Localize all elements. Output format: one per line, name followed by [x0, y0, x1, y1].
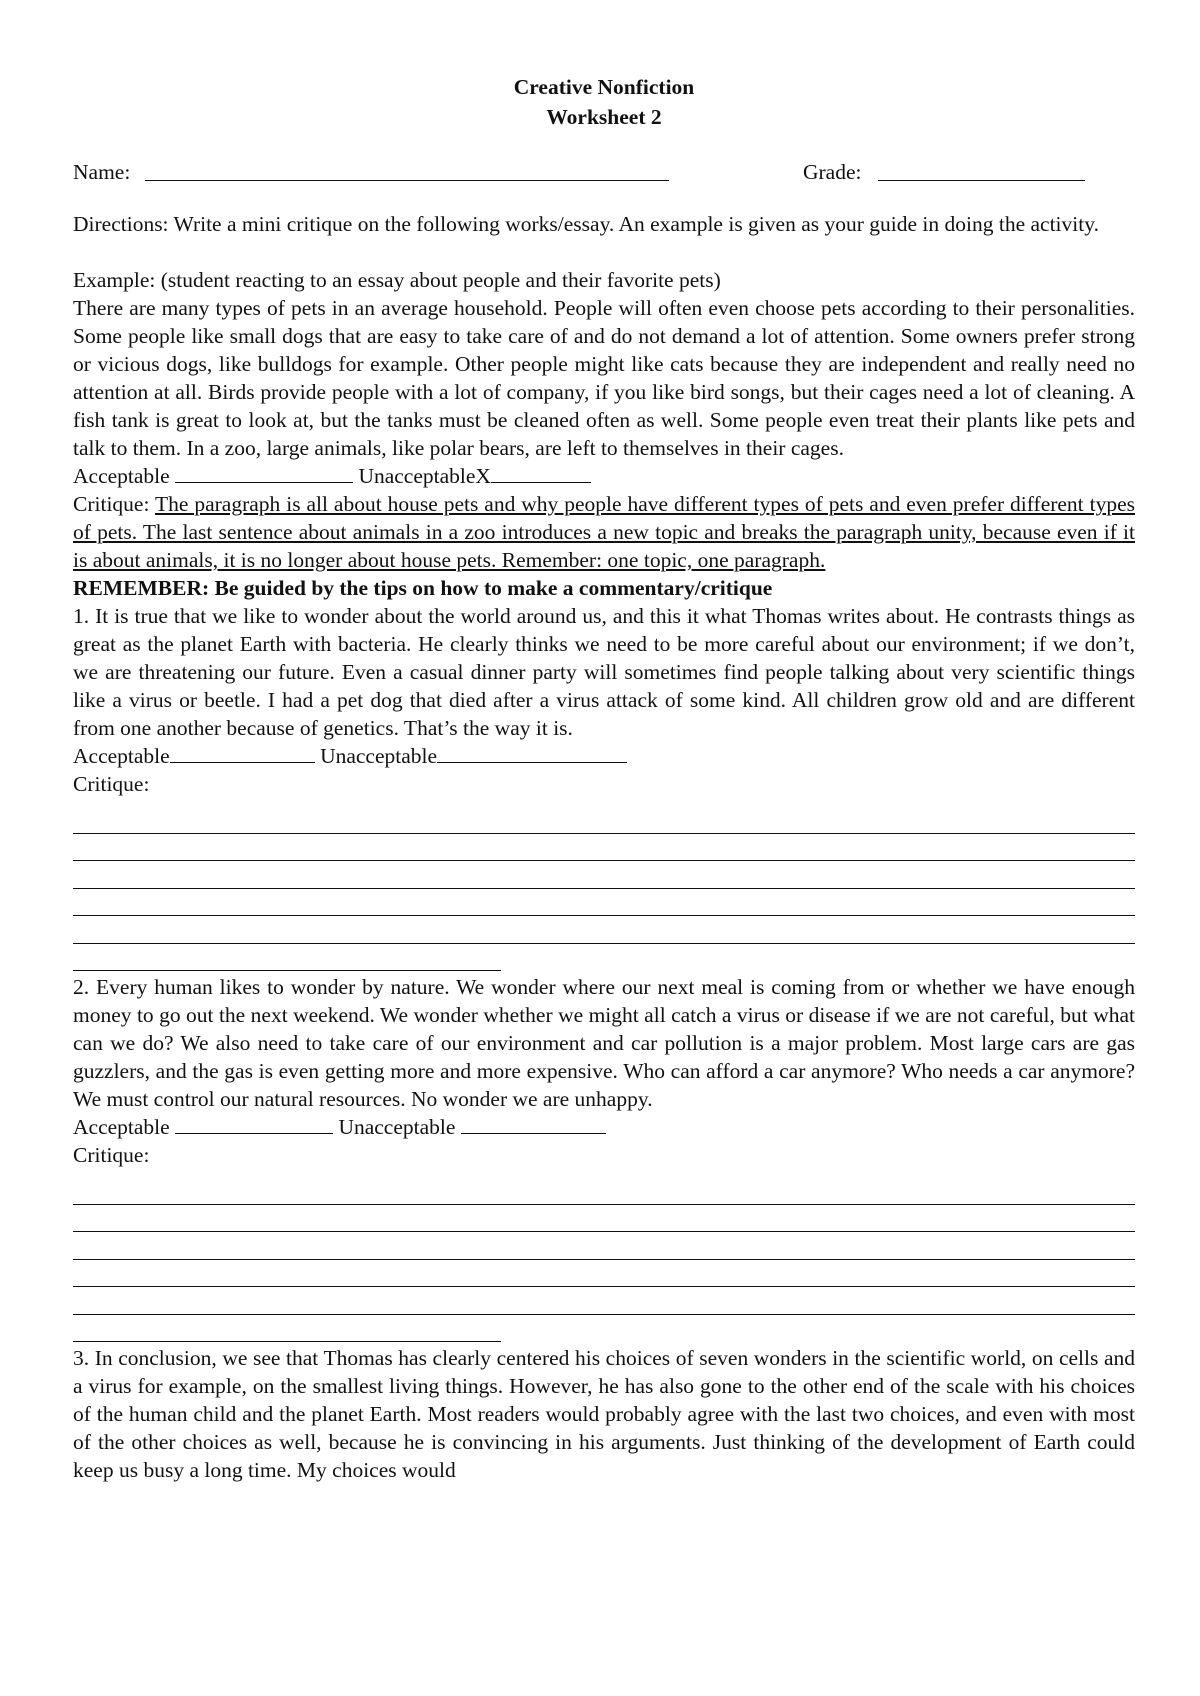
worksheet-page: [73, 72, 1135, 1484]
critique-line[interactable]: [73, 1287, 1135, 1315]
critique-line[interactable]: [73, 1232, 1135, 1260]
example-unacceptable-label: Unacceptable: [358, 464, 476, 488]
example-paragraph: There are many types of pets in an average household. People will often even choose pets according to their personalities. Some people like small dogs that are easy to take care of and do not demand a lot of attention. Some owners prefer strong or vicious dogs, like bulldogs for example. Other people might like cats because they are independent and really need no attention at all. Birds provide people with a lot of company, if you like bird songs, but their cages need a lot of cleaning. A fish tank is great to look at, but the tanks must be cleaned often as well. Some people even treat their plants like pets and talk to them. In a zoo, large animals, like polar bears, are left to themselves in their cages.: [73, 296, 1135, 460]
name-field[interactable]: [145, 180, 669, 181]
remember-label: REMEMBER:: [73, 576, 210, 600]
item-2-rating-row: [73, 1113, 1135, 1141]
critique-line[interactable]: [73, 834, 1135, 862]
critique-line[interactable]: [73, 1177, 1135, 1205]
item-2-unacceptable-blank[interactable]: [461, 1113, 606, 1134]
example-acceptable-label: Acceptable: [73, 464, 170, 488]
item-2-text: 2. Every human likes to wonder by nature. We wonder where our next meal is coming from or whether we have enough money to go out the next weekend. We wonder whether we might all catch a virus or disease if we are not careful, but what can we do? We also need to take care of our environment and car pollution is a major problem. Most large cars are gas guzzlers, and the gas is even getting more and more expensive. Who can afford a car anymore? Who needs a car anymore? We must control our natural resources. No wonder we are unhappy.: [73, 975, 1135, 1111]
critique-line[interactable]: [73, 1260, 1135, 1288]
worksheet-title: Creative Nonfiction: [513, 75, 695, 99]
item-2-acceptable-blank[interactable]: [175, 1113, 333, 1134]
name-grade-row: [73, 158, 1135, 186]
item-1-critique-label: Critique:: [73, 772, 150, 796]
item-1-critique-lines[interactable]: [73, 806, 1135, 971]
item-1-acceptable-label: Acceptable: [73, 744, 170, 768]
item-3-text: 3. In conclusion, we see that Thomas has clearly centered his choices of seven wonders in the scientific world, on cells and a virus for example, on the smallest living things. However, he has also gone to the other end of the scale with his choices of the human child and the planet Earth. Most readers would probably agree with the last two choices, and even with most of the other choices as well, because he is convincing in his arguments. Just thinking of the development of Earth could keep us busy a long time. My choices would: [73, 1346, 1135, 1482]
item-1-text: 1. It is true that we like to wonder about the world around us, and this it what Thomas writes about. He contrasts things as great as the planet Earth with bacteria. He clearly thinks we need to be more careful about our environment; if we don’t, we are threatening our future. Even a casual dinner party will sometimes find people talking about very scientific things like a virus or beetle. I had a pet dog that died after a virus attack of some kind. All children grow old and are different from one another because of genetics. That’s the way it is.: [73, 604, 1135, 740]
critique-line[interactable]: [73, 806, 1135, 834]
example-heading: Example: (student reacting to an essay about people and their favorite pets): [73, 268, 721, 292]
directions-text: Directions: Write a mini critique on the following works/essay. An example is given as your guide in doing the activity.: [73, 212, 1099, 236]
critique-line[interactable]: [73, 1205, 1135, 1233]
item-1-unacceptable-label: Unacceptable: [320, 744, 438, 768]
grade-field[interactable]: [878, 180, 1085, 181]
item-1-unacceptable-blank[interactable]: [437, 742, 627, 763]
item-2-acceptable-label: Acceptable: [73, 1115, 170, 1139]
critique-line[interactable]: [73, 889, 1135, 917]
critique-line[interactable]: [73, 944, 501, 972]
example-unacceptable-mark: X: [475, 464, 491, 488]
critique-line[interactable]: [73, 916, 1135, 944]
example-rating-row: [73, 462, 1135, 490]
remember-note: [73, 574, 1135, 602]
item-1-rating-row: [73, 742, 1135, 770]
name-label: Name:: [73, 160, 131, 184]
example-critique-text: The paragraph is all about house pets and why people have different types of pets and even prefer different types of pets. The last sentence about animals in a zoo introduces a new topic and breaks the paragraph unity, because even if it is about animals, it is no longer about house pets. Remember: one topic, one paragraph.: [73, 492, 1135, 572]
item-2-critique-lines[interactable]: [73, 1177, 1135, 1342]
worksheet-subtitle: Worksheet 2: [546, 105, 662, 129]
item-2-critique-label: Critique:: [73, 1143, 150, 1167]
example-critique: [73, 490, 1135, 574]
example-acceptable-blank: [175, 462, 353, 483]
example-critique-label: Critique:: [73, 492, 150, 516]
item-1-acceptable-blank[interactable]: [170, 742, 315, 763]
item-2-unacceptable-label: Unacceptable: [338, 1115, 456, 1139]
critique-line[interactable]: [73, 1315, 501, 1343]
grade-label: Grade:: [803, 160, 862, 184]
critique-line[interactable]: [73, 861, 1135, 889]
example-unacceptable-blank: [491, 462, 591, 483]
remember-text: Be guided by the tips on how to make a commentary/critique: [214, 576, 773, 600]
